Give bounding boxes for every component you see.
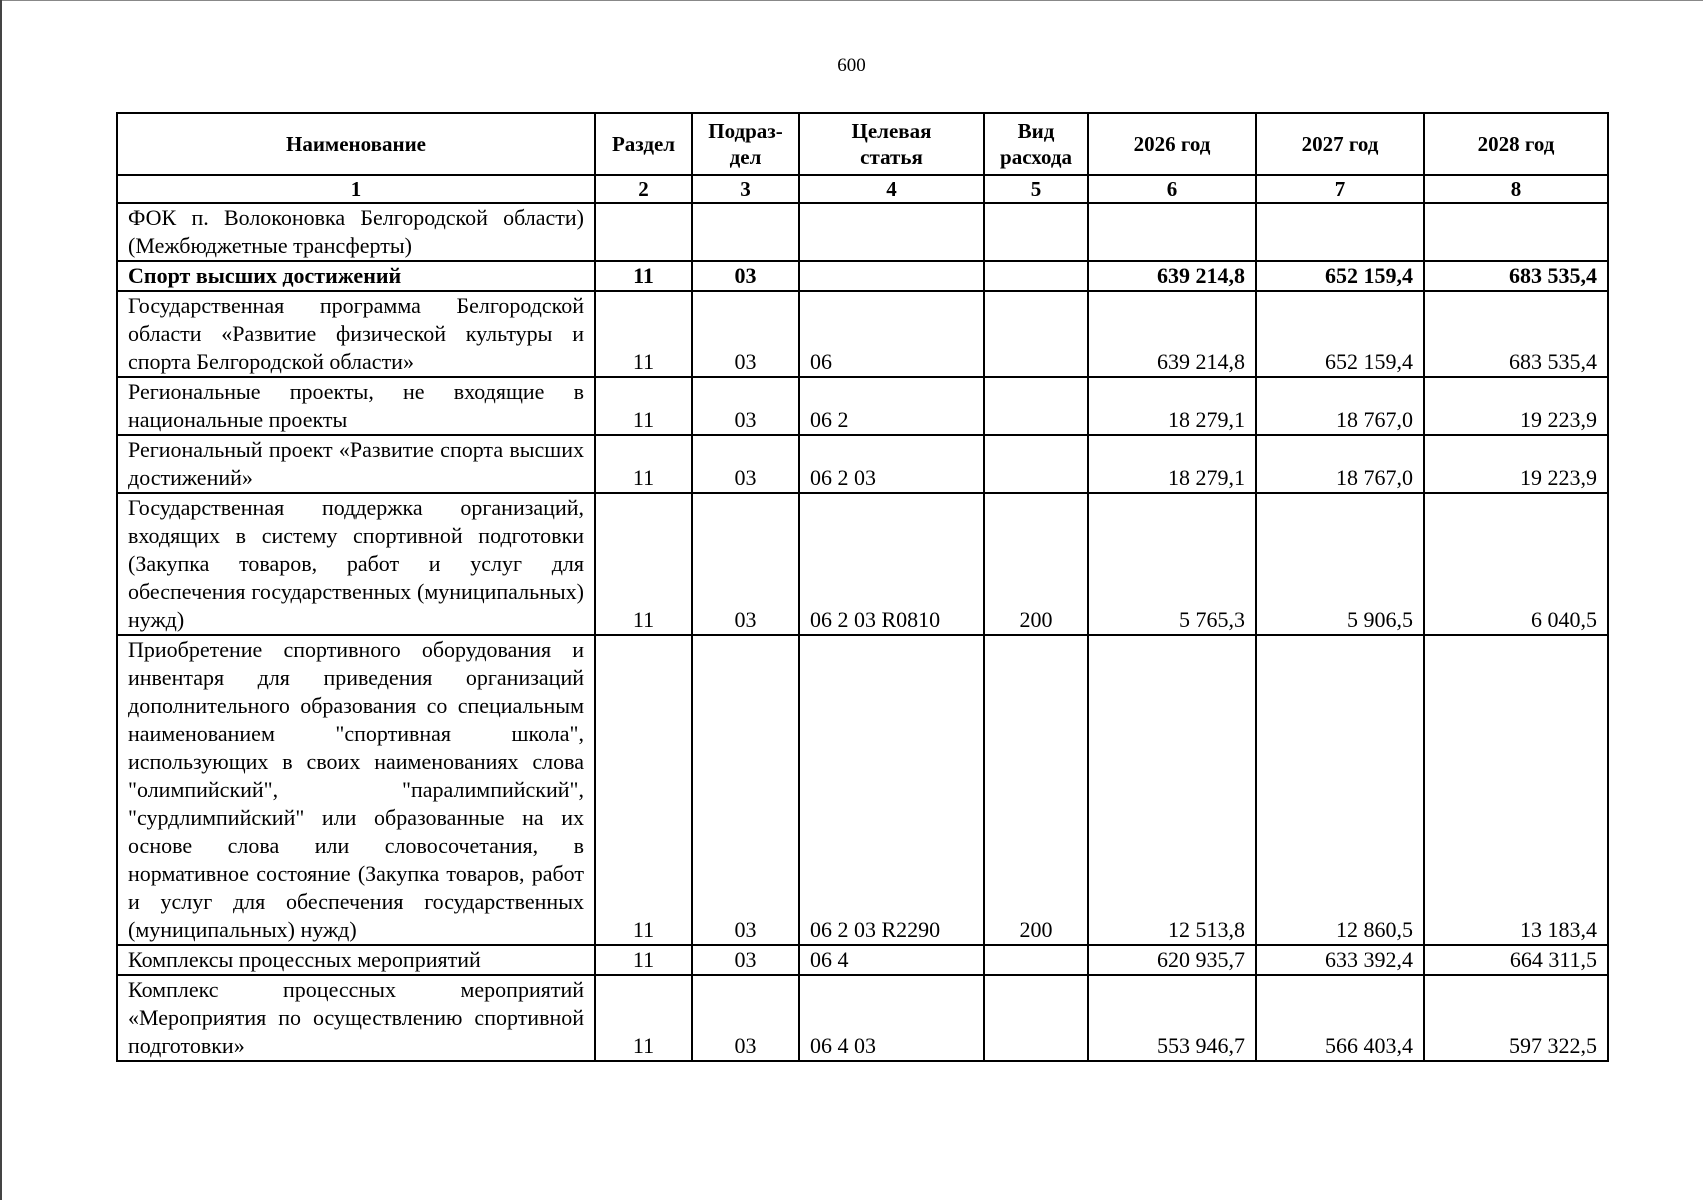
table-header xyxy=(117,113,1608,203)
cell-2027: 566 403,4 xyxy=(1256,975,1424,1061)
header-celevaya-line2: статья xyxy=(860,145,923,169)
header-razdel: Раздел xyxy=(595,113,692,175)
cell-name: Спорт высших достижений xyxy=(117,261,595,291)
table-row xyxy=(117,493,1608,635)
table-row xyxy=(117,291,1608,377)
table-row xyxy=(117,635,1608,945)
scan-edge-top xyxy=(0,0,1703,1)
cell-razdel xyxy=(595,203,692,261)
cell-podrazdel: 03 xyxy=(692,945,799,975)
cell-podrazdel: 03 xyxy=(692,377,799,435)
cell-vid xyxy=(984,975,1088,1061)
cell-2027: 12 860,5 xyxy=(1256,635,1424,945)
cell-2028: 6 040,5 xyxy=(1424,493,1608,635)
cell-vid xyxy=(984,203,1088,261)
cell-celevaya: 06 2 03 xyxy=(799,435,984,493)
header-2026: 2026 год xyxy=(1088,113,1256,175)
header-2027: 2027 год xyxy=(1256,113,1424,175)
table-body xyxy=(117,203,1608,1061)
table-row xyxy=(117,975,1608,1061)
cell-podrazdel: 03 xyxy=(692,975,799,1061)
cell-2026 xyxy=(1088,203,1256,261)
cell-name: Комплексы процессных мероприятий xyxy=(117,945,595,975)
cell-razdel: 11 xyxy=(595,435,692,493)
cell-2026: 553 946,7 xyxy=(1088,975,1256,1061)
cell-razdel: 11 xyxy=(595,975,692,1061)
cell-celevaya xyxy=(799,203,984,261)
table-row xyxy=(117,435,1608,493)
cell-2027: 18 767,0 xyxy=(1256,435,1424,493)
header-celevaya-line1: Целевая xyxy=(851,119,932,143)
column-number: 3 xyxy=(692,175,799,203)
cell-2027: 5 906,5 xyxy=(1256,493,1424,635)
cell-2028: 19 223,9 xyxy=(1424,435,1608,493)
cell-2026: 620 935,7 xyxy=(1088,945,1256,975)
cell-celevaya: 06 2 03 R0810 xyxy=(799,493,984,635)
column-number: 8 xyxy=(1424,175,1608,203)
cell-2026: 12 513,8 xyxy=(1088,635,1256,945)
cell-podrazdel: 03 xyxy=(692,635,799,945)
cell-2028 xyxy=(1424,203,1608,261)
cell-vid xyxy=(984,261,1088,291)
cell-2028: 13 183,4 xyxy=(1424,635,1608,945)
budget-table xyxy=(116,112,1609,1062)
cell-razdel: 11 xyxy=(595,261,692,291)
column-number: 6 xyxy=(1088,175,1256,203)
column-number: 4 xyxy=(799,175,984,203)
header-podrazdel xyxy=(692,113,799,175)
cell-celevaya: 06 2 03 R2290 xyxy=(799,635,984,945)
cell-vid: 200 xyxy=(984,635,1088,945)
table-row xyxy=(117,377,1608,435)
header-row xyxy=(117,113,1608,175)
cell-celevaya: 06 4 03 xyxy=(799,975,984,1061)
cell-2028: 683 535,4 xyxy=(1424,261,1608,291)
cell-2026: 639 214,8 xyxy=(1088,291,1256,377)
cell-name: Региональный проект «Развитие спорта высших достижений» xyxy=(117,435,595,493)
cell-2027: 18 767,0 xyxy=(1256,377,1424,435)
column-number: 1 xyxy=(117,175,595,203)
header-podrazdel-line2: дел xyxy=(729,145,762,169)
cell-2028: 19 223,9 xyxy=(1424,377,1608,435)
cell-2028: 597 322,5 xyxy=(1424,975,1608,1061)
cell-vid: 200 xyxy=(984,493,1088,635)
cell-celevaya xyxy=(799,261,984,291)
cell-name: Региональные проекты, не входящие в национальные проекты xyxy=(117,377,595,435)
cell-vid xyxy=(984,945,1088,975)
cell-2027: 652 159,4 xyxy=(1256,291,1424,377)
header-vid-line2: расхода xyxy=(1000,145,1072,169)
page-number: 600 xyxy=(837,55,866,76)
table-row xyxy=(117,203,1608,261)
table-row xyxy=(117,261,1608,291)
cell-podrazdel xyxy=(692,203,799,261)
cell-name: Комплекс процессных мероприятий «Мероприятия по осуществлению спортивной подготовки» xyxy=(117,975,595,1061)
cell-name: ФОК п. Волоконовка Белгородской области) (Межбюджетные трансферты) xyxy=(117,203,595,261)
cell-razdel: 11 xyxy=(595,493,692,635)
column-number-row xyxy=(117,175,1608,203)
cell-2026: 18 279,1 xyxy=(1088,377,1256,435)
header-vid-line1: Вид xyxy=(1017,119,1055,143)
cell-podrazdel: 03 xyxy=(692,261,799,291)
cell-name: Приобретение спортивного оборудования и инвентаря для приведения организаций дополнительного образования со специальным наименованием "спортивная школа", использующих в своих наименованиях слова "олимпийский", "паралимпийский", "сурдлимпийский" или образованные на их основе слова или словосочетания, в нормативное состояние (Закупка товаров, работ и услуг для обеспечения государственных (муниципальных) нужд) xyxy=(117,635,595,945)
cell-2028: 683 535,4 xyxy=(1424,291,1608,377)
header-2028: 2028 год xyxy=(1424,113,1608,175)
cell-razdel: 11 xyxy=(595,377,692,435)
header-podrazdel-line1: Подраз- xyxy=(708,119,783,143)
column-number: 2 xyxy=(595,175,692,203)
header-name: Наименование xyxy=(117,113,595,175)
cell-name: Государственная поддержка организаций, входящих в систему спортивной подготовки (Закупка товаров, работ и услуг для обеспечения государственных (муниципальных) нужд) xyxy=(117,493,595,635)
column-number: 5 xyxy=(984,175,1088,203)
header-celevaya xyxy=(799,113,984,175)
header-vid xyxy=(984,113,1088,175)
cell-2028: 664 311,5 xyxy=(1424,945,1608,975)
cell-celevaya: 06 xyxy=(799,291,984,377)
cell-podrazdel: 03 xyxy=(692,493,799,635)
cell-celevaya: 06 4 xyxy=(799,945,984,975)
column-number: 7 xyxy=(1256,175,1424,203)
cell-2027: 652 159,4 xyxy=(1256,261,1424,291)
cell-2027: 633 392,4 xyxy=(1256,945,1424,975)
cell-2027 xyxy=(1256,203,1424,261)
cell-razdel: 11 xyxy=(595,945,692,975)
cell-name: Государственная программа Белгородской области «Развитие физической культуры и спорта Белгородской области» xyxy=(117,291,595,377)
cell-razdel: 11 xyxy=(595,291,692,377)
cell-podrazdel: 03 xyxy=(692,435,799,493)
cell-vid xyxy=(984,435,1088,493)
cell-celevaya: 06 2 xyxy=(799,377,984,435)
cell-2026: 639 214,8 xyxy=(1088,261,1256,291)
cell-vid xyxy=(984,291,1088,377)
cell-2026: 18 279,1 xyxy=(1088,435,1256,493)
cell-podrazdel: 03 xyxy=(692,291,799,377)
cell-razdel: 11 xyxy=(595,635,692,945)
cell-2026: 5 765,3 xyxy=(1088,493,1256,635)
scan-edge-left xyxy=(0,0,2,1200)
table-row xyxy=(117,945,1608,975)
cell-vid xyxy=(984,377,1088,435)
